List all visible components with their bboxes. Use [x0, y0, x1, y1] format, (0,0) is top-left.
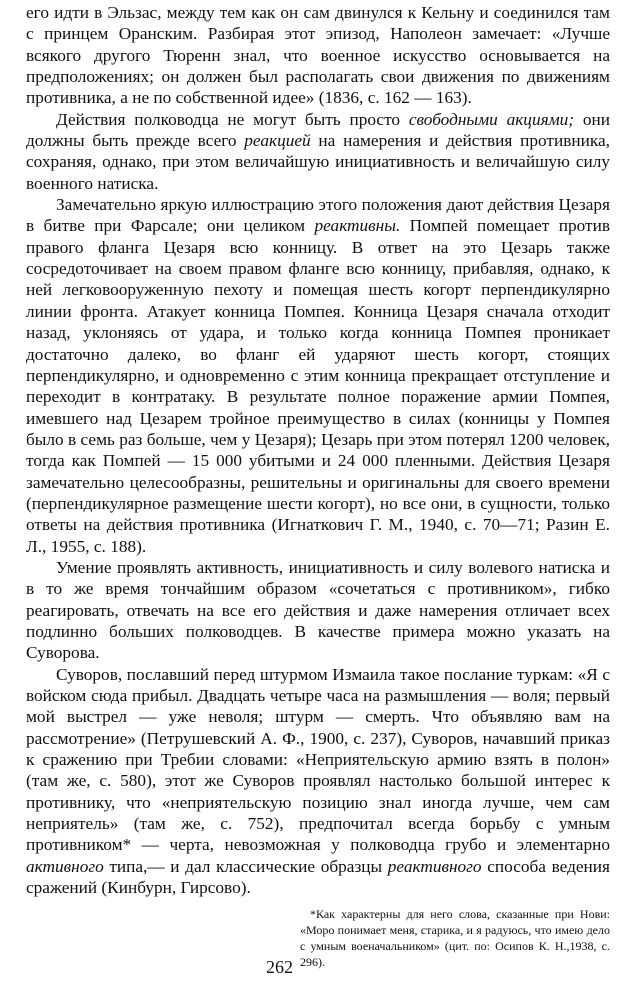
text-run: Помпей помещает против правого фланга Цезаря всю конницу. В ответ на это Цезарь также сосредоточивает на своем правом фланге всю конницу, прибавляя, однако, к ней легковооруженную пехоту и помещая шесть когорт перпендикулярно линии фронта. Атакует конница Помпея. Конница Цезаря сначала отходит назад, уклоняясь от удара, и только когда конница Помпея проникает достаточно далеко, во фланг ей ударяют шесть когорт, стоящих перпендикулярно, и одновременно с этим конница прекращает отступление и переходит в контратаку. В результате полное поражение армии Помпея, имевшего над Цезарем тройное преимущество в силах (конницы у Помпея было в семь раз больше, чем у Цезаря); Цезарь при этом потерял 1200 человек, тогда как Помпей — 15 000 убитыми и 24 000 пленными. Действия Цезаря замечательно целесообразны, решительны и оригинальны для своего времени (перпендикулярное размещение шести когорт), но все они, в сущности, только ответы на действия противника (Игнаткович Г. М., 1940, с. 70—71; Разин Е. Л., 1955, с. 188). — [26, 216, 610, 556]
paragraph — [26, 194, 610, 557]
italic-run: свободными акциями; — [408, 109, 575, 129]
italic-run: реактивного — [387, 856, 482, 876]
paragraph — [26, 109, 610, 194]
text-run: они должны быть прежде всего — [26, 109, 610, 151]
paragraph — [26, 664, 610, 899]
italic-run: реактивны. — [314, 216, 401, 236]
text-run: способа ведения сражений (Кинбурн, Гирсово). — [26, 856, 610, 898]
paragraph — [26, 557, 610, 664]
paragraph — [26, 2, 610, 109]
page-number: 262 — [266, 957, 293, 977]
italic-run: активного — [26, 856, 104, 876]
text-run: на намерения и действия противника, сохраняя, однако, при этом величайшую инициативность и величайшую силу военного натиска. — [26, 131, 610, 193]
italic-run: реакцией — [244, 131, 311, 151]
footnote-text: *Как характерны для него слова, сказанные при Нови: «Моро понимает меня, старика, и я радуюсь, что имею дело с умным военачальником» (цит. по: Осипов К. Н.,1938, с. 296). — [300, 907, 610, 969]
footnote — [300, 906, 610, 970]
text-run: его идти в Эльзас, между тем как он сам двинулся к Кельну и соединился там с принцем Оранским. Разбирая этот эпизод, Наполеон замечает: «Лучше всякого другого Тюренн знал, что военное искусство основывается на предположениях; он должен был располагать свои движения по движениям противника, а не по собственной идее» (1836, с. 162 — 163). — [26, 3, 610, 108]
body-text — [26, 2, 610, 898]
text-run: Замечательно яркую иллюстрацию этого положения дают действия Цезаря в битве при Фарсале; они целиком — [26, 195, 610, 236]
text-run: Суворов, пославший перед штурмом Измаила такое послание туркам: «Я с войском сюда прибыл. Двадцать четыре часа на размышления — воля; первый мой выстрел — уже неволя; штурм — смерть. Что объявляю вам на рассмотрение» (Петрушевский А. Ф., 1900, с. 237), Суворов, начавший приказ к сражению при Требии словами: «Неприятельскую армию взять в полон» (там же, с. 580), этот же Суворов проявлял настолько большой интерес к противнику, что «неприятельскую позицию знал иногда лучше, чем сам неприятель» (там же, с. 752), предпочитал всегда борьбу с умным противником* — черта, невозможная у полководца грубо и элементарно — [26, 664, 610, 855]
text-run: Умение проявлять активность, инициативность и силу волевого натиска и в то же время тончайшим образом «сочетаться с противником», гибко реагировать, отвечать на все его действия и даже намерения отличает всех подлинно больших полководцев. В качестве примера можно указать на Суворова. — [26, 557, 610, 663]
text-run: Действия полководца не могут быть просто — [56, 109, 409, 129]
text-run: типа,— и дал классические образцы — [103, 856, 388, 876]
